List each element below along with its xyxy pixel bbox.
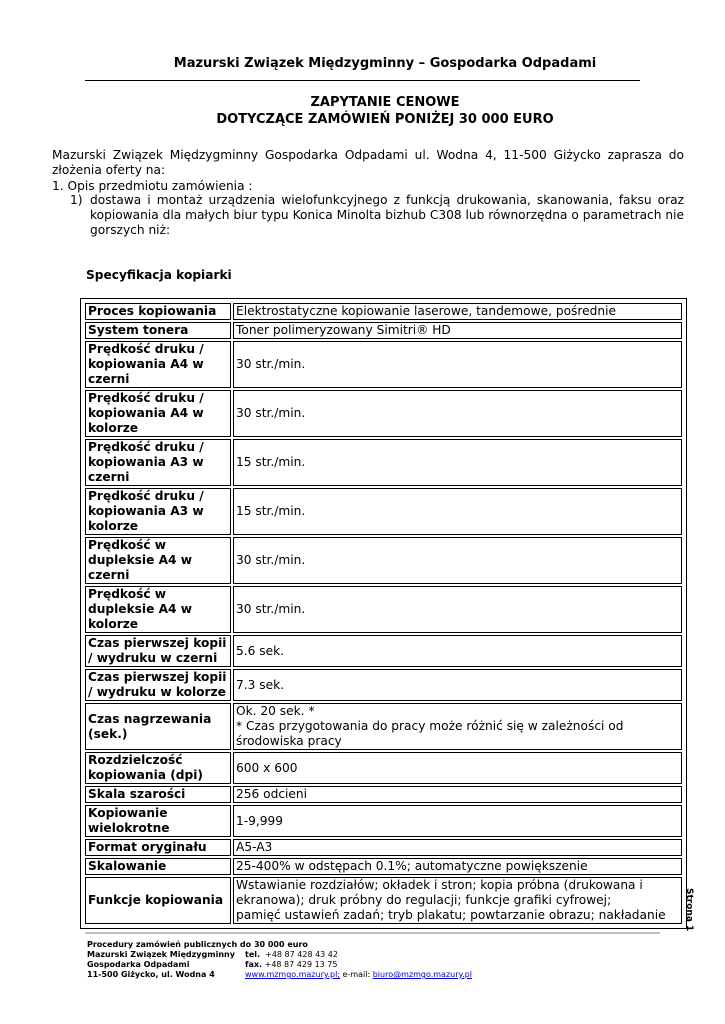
footer-line-3: Gospodarka Odpadami: [87, 960, 190, 969]
footer-line-1: Procedury zamówień publicznych do 30 000 euro: [87, 940, 308, 949]
spec-row: [85, 303, 682, 320]
spec-value: 30 str./min.: [233, 586, 682, 633]
tel-label: tel.: [245, 950, 261, 959]
spec-label: Prędkość w dupleksie A4 w kolorze: [85, 586, 231, 633]
spec-row: [85, 322, 682, 339]
spec-value: 256 odcieni: [233, 786, 682, 803]
spec-heading: Specyfikacja kopiarki: [86, 268, 232, 282]
spec-value: 30 str./min.: [233, 537, 682, 584]
document-title-line-1: ZAPYTANIE CENOWE: [310, 95, 460, 110]
document-title: [0, 94, 725, 128]
spec-label: Prędkość druku / kopiowania A4 w czerni: [85, 341, 231, 388]
fax-label: fax.: [245, 960, 263, 969]
footer-line-2: Mazurski Związek Międzygminny: [87, 950, 235, 959]
spec-row: [85, 669, 682, 701]
spec-label: Skala szarości: [85, 786, 231, 803]
spec-row: [85, 635, 682, 667]
numbered-item-1: 1. Opis przedmiotu zamówienia :: [52, 179, 253, 193]
spec-row: [85, 537, 682, 584]
spec-row: [85, 439, 682, 486]
spec-row: [85, 858, 682, 875]
spec-value: 30 str./min.: [233, 390, 682, 437]
spec-row: [85, 488, 682, 535]
spec-value: 5.6 sek.: [233, 635, 682, 667]
spec-label: Prędkość druku / kopiowania A3 w kolorze: [85, 488, 231, 535]
spec-row: [85, 390, 682, 437]
spec-label: System tonera: [85, 322, 231, 339]
spec-value: Toner polimeryzowany Simitri® HD: [233, 322, 682, 339]
spec-value: Wstawianie rozdziałów; okładek i stron; kopia próbna (drukowana i ekranowa); druk próbny do regulacji; funkcje grafiki cyfrowej; pamięć ustawień zadań; tryb plakatu; powtarzanie obrazu; nakładanie: [233, 877, 682, 924]
spec-value: 15 str./min.: [233, 488, 682, 535]
header-title: Mazurski Związek Międzygminny – Gospodarka Odpadami: [173, 56, 597, 71]
spec-value: 25-400% w odstępach 0.1%; automatyczne powiększenie: [233, 858, 682, 875]
fax-value: +48 87 429 13 75: [264, 960, 338, 969]
spec-label: Prędkość druku / kopiowania A4 w kolorze: [85, 390, 231, 437]
footer-phone: [245, 950, 472, 960]
spec-value: 30 str./min.: [233, 341, 682, 388]
spec-row: [85, 752, 682, 784]
spec-row: [85, 786, 682, 803]
footer-line-4: 11-500 Giżycko, ul. Wodna 4: [87, 970, 215, 979]
spec-label: Prędkość w dupleksie A4 w czerni: [85, 537, 231, 584]
spec-label: Funkcje kopiowania: [85, 877, 231, 924]
spec-label: Kopiowanie wielokrotne: [85, 805, 231, 837]
footer-web: [245, 970, 472, 980]
spec-row: [85, 877, 682, 924]
email-link[interactable]: biuro@mzmgo.mazury.pl: [372, 970, 472, 979]
spec-row: [85, 586, 682, 633]
document-title-line-2: DOTYCZĄCE ZAMÓWIEŃ PONIŻEJ 30 000 EURO: [216, 112, 554, 127]
spec-label: Rozdzielczość kopiowania (dpi): [85, 752, 231, 784]
spec-label: Skalowanie: [85, 858, 231, 875]
spec-label: Czas pierwszej kopii / wydruku w czerni: [85, 635, 231, 667]
spec-row: [85, 703, 682, 750]
spec-value: 600 x 600: [233, 752, 682, 784]
spec-row: [85, 839, 682, 856]
spec-label: Proces kopiowania: [85, 303, 231, 320]
spec-label: Prędkość druku / kopiowania A3 w czerni: [85, 439, 231, 486]
sub-item-1: [70, 193, 684, 238]
spec-table: [83, 301, 684, 926]
spec-label: Czas pierwszej kopii / wydruku w kolorze: [85, 669, 231, 701]
intro-paragraph: Mazurski Związek Międzygminny Gospodarka Odpadami ul. Wodna 4, 11-500 Giżycko zaprasza do złożenia oferty na:: [52, 148, 684, 177]
spec-value: A5-A3: [233, 839, 682, 856]
footer-divider: [85, 932, 660, 934]
spec-value: Ok. 20 sek. * * Czas przygotowania do pracy może różnić się w zależności od środowiska pracy: [233, 703, 682, 750]
tel-value: +48 87 428 43 42: [265, 950, 338, 959]
spec-table-frame: [80, 298, 687, 929]
website-link[interactable]: www.mzmgo.mazury.pl;: [245, 970, 340, 979]
page-number-label: Strona 1: [684, 888, 694, 932]
sub-item-number: 1): [70, 193, 83, 207]
footer-fax: [245, 960, 472, 970]
spec-value: 1-9,999: [233, 805, 682, 837]
header-divider: [85, 80, 640, 81]
sub-item-text: dostawa i montaż urządzenia wielofunkcyjnego z funkcją drukowania, skanowania, faksu oraz kopiowania dla małych biur typu Konica Minolta bizhub C308 lub równorzędna o parametrach nie gorszych niż:: [90, 193, 684, 237]
spec-value: Elektrostatyczne kopiowanie laserowe, tandemowe, pośrednie: [233, 303, 682, 320]
spec-value: 7.3 sek.: [233, 669, 682, 701]
spec-label: Czas nagrzewania (sek.): [85, 703, 231, 750]
spec-label: Format oryginału: [85, 839, 231, 856]
spec-row: [85, 805, 682, 837]
email-label: e-mail:: [339, 970, 373, 979]
spec-row: [85, 341, 682, 388]
spec-value: 15 str./min.: [233, 439, 682, 486]
footer-contacts: [245, 950, 472, 980]
